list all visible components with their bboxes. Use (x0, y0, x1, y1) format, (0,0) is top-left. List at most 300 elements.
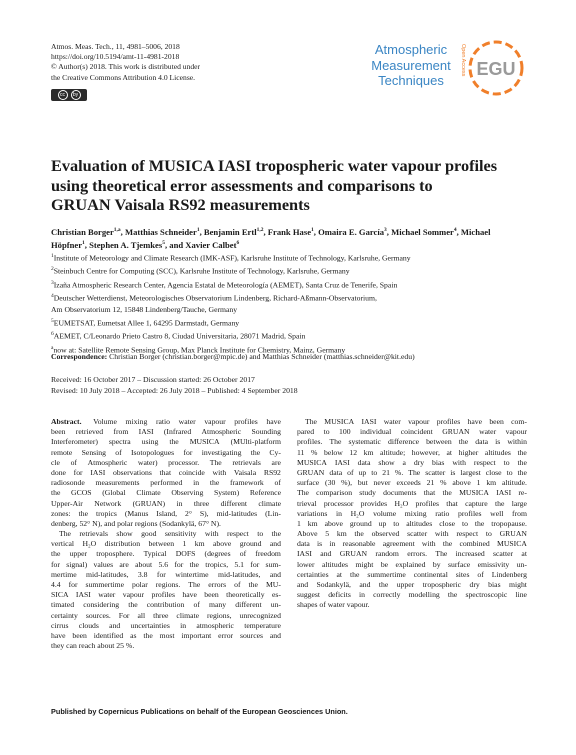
abstract-word: in (335, 508, 342, 518)
abstract-word: the (517, 457, 527, 467)
abstract-word: about (135, 559, 153, 569)
abstract-word: re- (518, 488, 527, 498)
abstract-word: surface (447, 559, 471, 569)
abstract-word: from (512, 508, 527, 518)
abstract-word: certainties (297, 569, 329, 579)
author-affiliation-marker: 1 (311, 227, 314, 233)
abstract-word: that (159, 467, 172, 477)
abstract-word: %), (341, 478, 353, 488)
abstract-word: H₂O (394, 498, 409, 508)
author-affiliation-marker: 5 (162, 240, 165, 247)
abstract-word: uncertainties (130, 620, 170, 630)
abstract-word: large (511, 498, 527, 508)
abstract-word: 21 (382, 467, 390, 477)
abstract-word: (degrees (204, 549, 231, 559)
abstract-word: never (373, 478, 391, 488)
cc-icon: cc (58, 90, 68, 100)
abstract-word: mid-latitudes, (217, 569, 261, 579)
abstract-word: processor (323, 498, 354, 508)
author-affiliation-marker: 6 (236, 240, 240, 247)
abstract-line (51, 611, 281, 621)
abstract-word: above (324, 518, 343, 528)
abstract-word: IASI (90, 467, 106, 477)
abstract-word: that (423, 488, 436, 498)
abstract-word: modelling (408, 590, 440, 600)
abstract-word: up (378, 518, 387, 528)
abstract-word: 3.8 (137, 569, 148, 579)
abstract-word: systematic (348, 437, 381, 447)
abstract-word: retrievals (79, 529, 108, 539)
abstract-word: MUSICA (324, 417, 355, 426)
author-name: Xavier Calbet (185, 239, 237, 250)
abstract-word: most (159, 630, 175, 640)
abstract-line (297, 519, 527, 529)
abstract-word: of (70, 457, 77, 467)
copyright-line: © Author(s) 2018. This work is distributed under (51, 62, 201, 72)
abstract-word: Vaisala (233, 467, 257, 477)
abstract-word: the (350, 569, 360, 579)
abstract-word: radiosonde (51, 478, 85, 488)
abstract-word: for (68, 580, 78, 589)
abstract-word: profiles (151, 590, 175, 600)
affiliation-item (51, 264, 526, 277)
affiliation-item (51, 329, 526, 342)
revised-date-line: Revised: 10 July 2018 – Accepted: 26 July 2018 – Published: 4 September 2018 (51, 385, 298, 395)
abstract-word: good (141, 529, 157, 539)
abstract-word: sites (455, 569, 470, 579)
abstract-word: vapour (505, 427, 527, 437)
abstract-word: identified (93, 630, 124, 640)
abstract-line (51, 539, 281, 549)
author-name: Omaira E. García (318, 226, 385, 237)
abstract-word: profiles (436, 417, 461, 426)
abstract-word: capture (465, 498, 488, 508)
abstract-word: GRUAN (442, 427, 470, 437)
abstract-word: (30 (325, 478, 336, 488)
affiliation-list (51, 251, 526, 356)
abstract-word: to (506, 467, 513, 477)
abstract-word: measurements (95, 478, 140, 488)
abstract-word: bias (488, 580, 501, 589)
abstract-word: sources (239, 630, 264, 640)
abstract-word: MUSICA (189, 437, 220, 447)
abstract-word: The (329, 437, 342, 447)
abstract-word: the (354, 529, 364, 539)
abstract-word: scatter (425, 467, 446, 477)
abstract-word: using (141, 437, 159, 447)
abstract-word: the (51, 549, 61, 559)
abstract-word: have (467, 417, 483, 426)
abstract-line-text: denberg, 52° N), and polar regions (Sodankylä, 67° N). (51, 518, 221, 528)
abstract-word: considering (83, 600, 120, 610)
abstract-word: The (305, 417, 317, 426)
abstract-word: water (479, 427, 497, 437)
abstract-word: tropopause. (491, 518, 527, 528)
abstract-word: climate (176, 610, 200, 620)
abstract-word: been (72, 630, 87, 640)
abstract-word: 21 (426, 478, 435, 488)
abstract-word: Interferometer) (51, 437, 98, 447)
abstract-word: the (442, 539, 453, 549)
abstract-word: within (507, 437, 527, 447)
abstract-word: Atmospheric (201, 427, 242, 437)
abstract-word: between (148, 539, 175, 549)
abstract-word: between (426, 437, 452, 447)
abstract-word: mid-latitudes, (86, 569, 129, 579)
citation-line: Atmos. Meas. Tech., 11, 4981–5006, 2018 (51, 42, 180, 51)
abstract-line (51, 529, 281, 539)
egu-logo-text: EGU (476, 59, 516, 79)
abstract-word: data (329, 467, 343, 477)
abstract-word: sources. (85, 610, 111, 620)
abstract-word: es- (271, 590, 281, 600)
abstract-left-column (51, 417, 281, 651)
abstract-word: ground (239, 539, 262, 549)
abstract-word: MUSICA (459, 488, 489, 498)
abstract-line (297, 539, 527, 549)
abstract-word: might (508, 580, 527, 589)
abstract-word: Reference (249, 488, 281, 498)
abstract-line (51, 509, 281, 519)
author (51, 227, 121, 237)
abstract-word: trieval (297, 498, 317, 508)
abstract-word: The (188, 580, 201, 589)
abstract-line (297, 580, 527, 590)
publication-dates (51, 375, 298, 397)
abstract-word: certainty (51, 610, 78, 620)
affiliation-text: Steinbuch Centre for Computing (SCC), Karlsruhe Institute of Technology, Karlsruhe, Germany (53, 267, 350, 277)
abstract-word: different (220, 498, 247, 508)
abstract-word: freedom (255, 549, 281, 559)
author-affiliation-marker: 1 (82, 240, 85, 247)
abstract-word: (Lin- (265, 508, 281, 518)
abstract-word: IASI (334, 457, 350, 467)
abstract-word: the (378, 580, 389, 589)
author (185, 240, 239, 250)
abstract-word: km (363, 447, 374, 457)
abstract-word: with (204, 529, 219, 539)
abstract-word: to (257, 529, 264, 539)
abstract-word: many (209, 600, 227, 610)
abstract-word: remote (51, 447, 73, 457)
abstract-word: 1 (297, 518, 301, 528)
abstract-word: been (204, 590, 219, 600)
abstract-word: The (209, 457, 222, 467)
article-metadata (51, 42, 200, 83)
journal-name-line: Atmospheric (374, 42, 448, 57)
correspondence-text[interactable]: Christian Borger (christian.borger@mpic.de) and Matthias Schneider (matthias.schneider@kit.edu) (109, 352, 415, 361)
affiliation-text: AEMET, C/Leonardo Prieto Castro 8, Ciudad Universitaria, 28071 Madrid, Spain (53, 331, 306, 341)
abstract-word: the (169, 437, 179, 447)
abstract-word: clouds (78, 620, 99, 630)
abstract-word: to (393, 518, 400, 528)
abstract-word: (GRUAN) (132, 498, 166, 508)
abstract-word: been (489, 417, 504, 426)
abstract-line (51, 600, 281, 610)
abstract-word: as (130, 630, 137, 640)
abstract-word: are (119, 559, 129, 569)
abstract-line (51, 427, 281, 437)
abstract-word: important (181, 630, 212, 640)
abstract-word: retrievals (232, 457, 261, 467)
license-line: the Creative Commons Attribution 4.0 License. (51, 72, 196, 82)
abstract-word: % (310, 447, 318, 457)
abstract-word: vapour (408, 417, 430, 426)
abstract-word: the (474, 518, 485, 528)
affiliation-item (51, 316, 526, 329)
abstract-word: the (51, 488, 61, 498)
abstract-line (51, 621, 281, 631)
abstract-word: a (402, 457, 406, 467)
abstract-line (51, 590, 281, 600)
abstract-line (297, 437, 527, 447)
abstract-word: ratio (435, 508, 450, 518)
abstract-label: Abstract. (51, 417, 82, 426)
abstract-word: summertime (367, 569, 406, 579)
author (268, 227, 314, 237)
abstract-word: agreement (382, 539, 415, 549)
abstract-word: sum- (265, 559, 281, 569)
author (89, 240, 165, 250)
abstract-word: correctly (373, 590, 401, 600)
abstract-word: lower (297, 559, 315, 569)
abstract-word: Sensing (81, 447, 106, 457)
abstract-word: vertical (51, 539, 75, 549)
author (391, 227, 457, 237)
abstract-word: data (475, 437, 489, 447)
abstract-word: zones: (51, 508, 71, 518)
abstract-word: above (212, 539, 232, 549)
abstract-word: the (458, 437, 469, 447)
abstract-word: wintertime (175, 569, 209, 579)
affiliation-marker: 1 (51, 253, 54, 259)
abstract-word: been (51, 427, 66, 437)
abstract-word: Network (94, 498, 122, 508)
abstract-line (297, 458, 527, 468)
abstract-word: the (209, 478, 220, 488)
affiliation-text: EUMETSAT, Eumetsat Allee 1, 64295 Darmstadt, Germany (53, 318, 240, 328)
abstract-word: performed (150, 478, 183, 488)
author-list: Christian Borger$^{1,a}$, Matthias Schneider$^1$, Benjamin Ertl$^{1,2}$, Frank Hase$^1$, Omaira E. García$^3$, Michael Sommer$^4$, Michael Höpfner$^1$, Stephen A. Tjemkes$^5$, and Xavier Calbet$^6$ (51, 226, 491, 250)
abstract-word: altitudes (406, 518, 433, 528)
abstract-word: respect (456, 529, 479, 539)
abstract-word: up (358, 467, 367, 477)
cc-by-license-icon[interactable] (51, 89, 87, 101)
abstract-line (297, 590, 527, 600)
abstract-word: km (307, 518, 318, 528)
abstract-word: combined (459, 539, 490, 549)
abstract-word: with (421, 539, 436, 549)
abstract-word: exceeds (396, 478, 421, 488)
abstract-word: IASI (496, 488, 512, 498)
abstract-word: scatter (493, 549, 514, 559)
affiliation-marker: 6 (51, 331, 54, 338)
abstract-line (51, 468, 281, 478)
abstract-word: show (378, 457, 395, 467)
abstract-line (297, 448, 527, 458)
author-name: Michael Sommer (391, 226, 454, 237)
abstract-word: distribution (104, 539, 141, 549)
abstract-word: S), (199, 508, 209, 518)
by-icon: by (71, 90, 81, 100)
abstract-word: 1 (182, 539, 187, 549)
abstract-word: 2° (184, 508, 192, 518)
abstract-word: the (495, 498, 505, 508)
abstract-word: the (248, 580, 258, 589)
abstract-word: km (336, 529, 347, 539)
abstract-word: have (182, 590, 197, 600)
abstract-word: tropospheric (422, 580, 462, 589)
abstract-word: Volume (93, 417, 117, 426)
author-name: Matthias Schneider (124, 226, 197, 237)
affiliation-text: Am Observatorium 12, 15848 Lindenberg/Tauche, Germany (51, 304, 238, 314)
abstract-word: deficits (328, 590, 351, 600)
abstract-line (297, 417, 527, 427)
abstract-word: all (137, 610, 146, 620)
abstract-word: in (358, 590, 365, 600)
abstract-word: regions, (206, 610, 232, 620)
abstract-word: summertime (85, 580, 124, 589)
author (204, 227, 264, 237)
abstract-line (297, 427, 527, 437)
abstract-line (297, 499, 527, 509)
abstract-word: cirrus (51, 620, 69, 630)
abstract-word: and (320, 549, 332, 559)
abstract-line (297, 509, 527, 519)
abstract-word: the (128, 600, 138, 610)
abstract-word: DOFS (175, 549, 196, 559)
abstract-word: in (176, 498, 183, 508)
abstract-word: 12 (349, 447, 358, 457)
doi-link[interactable]: https://doi.org/10.5194/amt-11-4981-2018 (51, 52, 180, 62)
abstract-word: (Infrared (163, 427, 192, 437)
abstract-word: the (143, 630, 153, 640)
abstract-line (297, 468, 527, 478)
abstract-word: The (408, 467, 421, 477)
abstract-word: profiles (415, 498, 439, 508)
abstract-word: troposphere. (96, 549, 135, 559)
abstract-word: ratio (155, 417, 171, 426)
abstract-word: unrecognized (239, 610, 281, 620)
author-name: Christian Borger (51, 226, 114, 237)
abstract-word: Isotopologues (131, 447, 175, 457)
abstract-word: by (432, 559, 441, 569)
abstract-word: theoretically (226, 590, 265, 600)
publisher-footer: Published by Copernicus Publications on behalf of the European Geosciences Union. (51, 707, 348, 716)
abstract-word: upper (69, 549, 88, 559)
abstract-word: surface (297, 478, 320, 488)
abstract-word: done (51, 467, 66, 477)
abstract-word: GRUAN (339, 549, 368, 559)
abstract-word: for (250, 559, 260, 569)
affiliation-text: Institute of Meteorology and Climate Research (IMK-ASF), Karlsruhe Institute of Technology, Karlsruhe, Germany (53, 253, 411, 263)
abstract-word: framework (230, 478, 264, 488)
affiliation-text: Deutscher Wetterdienst, Meteorologisches Observatorium Lindenberg, Richard-Aßmann-Observatorium, (53, 293, 377, 303)
author-affiliation-marker: 1,2 (256, 227, 264, 233)
abstract-word: ground (349, 518, 372, 528)
abstract-word: documents (383, 488, 417, 498)
abstract-word: data (357, 457, 371, 467)
abstract-word: investigating (201, 447, 242, 457)
abstract-word: Upper-Air (51, 498, 83, 508)
abstract-line (297, 600, 527, 610)
author-name: Benjamin Ertl (203, 226, 257, 237)
abstract-word: The (297, 488, 309, 498)
abstract-line-text: shapes of water vapour. (297, 600, 370, 610)
abstract-word: provides (360, 498, 388, 508)
abstract-line (297, 529, 527, 539)
abstract-word: mid-latitudes (216, 508, 258, 518)
abstract-line-text: they can reach about 25 %. (51, 641, 135, 651)
abstract-word: emissivity (477, 559, 510, 569)
abstract-line (51, 580, 281, 590)
abstract-word: MUSICA (297, 457, 327, 467)
abstract-word: (MUlti-platform (230, 437, 281, 447)
abstract-word: mixing (404, 508, 427, 518)
abstract-word: spectroscopic (465, 590, 508, 600)
abstract-word: suggest (297, 590, 321, 600)
journal-name-line: Measurement (371, 57, 451, 73)
abstract-word: GRUAN (499, 529, 527, 539)
title-line: using theoretical error assessments and comparisons to (51, 175, 433, 195)
abstract-word: com- (511, 417, 527, 426)
abstract-word: that (446, 498, 458, 508)
abstract-word: higher (458, 447, 479, 457)
abstract-word: well (490, 508, 504, 518)
abstract-word: and (269, 569, 281, 579)
abstract-word: (Global (102, 488, 126, 498)
abstract-word: and (109, 620, 121, 630)
author-affiliation-marker: 1,a (113, 227, 121, 233)
affiliation-item (51, 305, 526, 316)
author-affiliation-marker: 3 (384, 227, 387, 233)
abstract-word: mertime (51, 569, 77, 579)
abstract-word: Above (297, 529, 318, 539)
abstract-word: Climate (136, 488, 161, 498)
abstract-word: to (323, 427, 330, 437)
journal-name (362, 42, 460, 89)
abstract-line (51, 437, 281, 447)
abstract-word: Cy- (269, 447, 281, 457)
abstract-word: of (239, 549, 247, 559)
egu-logo-icon (468, 40, 524, 96)
abstract-word: regions. (155, 580, 181, 589)
abstract-word: close (439, 518, 455, 528)
abstract-line (51, 641, 281, 651)
abstract-word: altitudes (321, 559, 348, 569)
paper-title (51, 156, 521, 215)
affiliation-text: Izaña Atmospheric Research Center, Agencia Estatal de Meteorología (AEMET), Santa Cruz de Tenerife, Spain (53, 280, 398, 290)
abstract-word: might (355, 559, 374, 569)
abstract-word: % (440, 478, 447, 488)
abstract-word: processor. (168, 457, 200, 467)
abstract-word: The (435, 549, 448, 559)
journal-name-line: Techniques (378, 73, 444, 88)
abstract-word: with (434, 529, 449, 539)
abstract-word: and (269, 539, 281, 549)
abstract-line (297, 570, 527, 580)
abstract-line (297, 549, 527, 559)
correspondence (51, 352, 531, 361)
abstract-word: three (193, 498, 210, 508)
abstract-word: volume (373, 508, 397, 518)
abstract-right-column (297, 417, 527, 611)
abstract-word: the (78, 508, 88, 518)
abstract-word: signal) (66, 559, 88, 569)
abstract-word: random (375, 549, 399, 559)
abstract-word: at (521, 549, 527, 559)
abstract-word: 1 (476, 478, 481, 488)
